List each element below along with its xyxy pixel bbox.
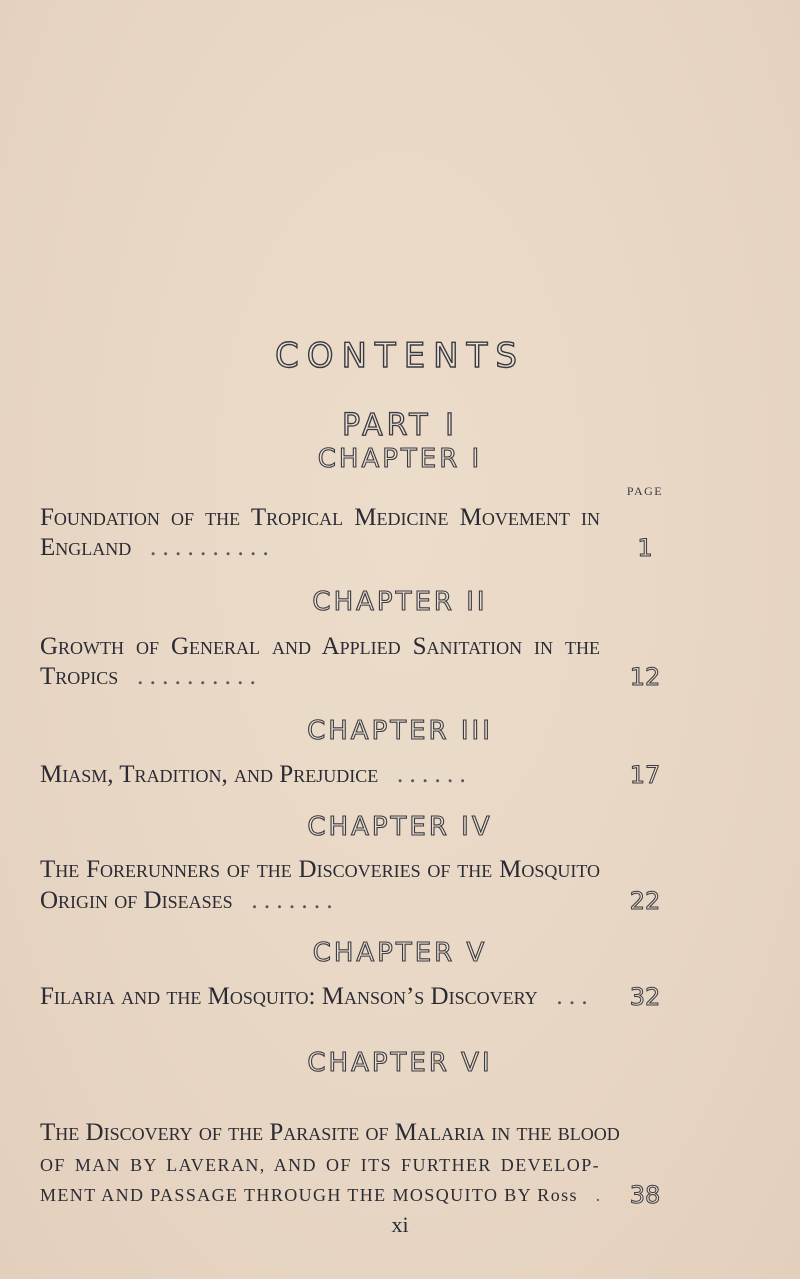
leader-dots: . . . . . . <box>396 761 466 788</box>
chapter-5-heading: CHAPTER V <box>312 938 488 968</box>
chapter-2-title-line-1: Growth of General and Applied Sanitation in the <box>40 633 600 660</box>
chapter-1-title-line-2 <box>40 533 600 563</box>
leader-dots: . <box>595 1185 601 1205</box>
chapter-5-page-number: 32 <box>629 983 661 1011</box>
chapter-1-page-number: 1 <box>637 534 653 562</box>
chapter-4-title-line-2-text: Origin of Diseases <box>40 887 233 914</box>
chapter-5-title-line-1-text: Filaria and the Mosquito: Manson’s Discovery <box>40 983 538 1010</box>
chapter-6-title-line-1: The Discovery of the Parasite of Malaria in the blood <box>40 1119 620 1146</box>
page-column-label: PAGE <box>626 484 664 498</box>
part-title: PART I <box>341 408 459 443</box>
chapter-1-title-line-1: Foundation of the Tropical Medicine Movement in <box>40 504 600 531</box>
folio-page-number: xi <box>391 1212 409 1237</box>
chapter-3-title-line-1 <box>40 760 600 790</box>
chapter-3-page-number: 17 <box>629 761 661 789</box>
chapter-5-title-line-1 <box>40 982 600 1012</box>
chapter-1-title-line-2-text: England <box>40 534 132 561</box>
chapter-3-heading: CHAPTER III <box>307 716 493 746</box>
chapter-2-title-line-2 <box>40 662 600 692</box>
leader-dots: . . . <box>556 983 588 1010</box>
chapter-6-title-line-3 <box>40 1180 600 1210</box>
chapter-6-page-number: 38 <box>629 1181 661 1209</box>
chapter-1-heading: CHAPTER I <box>317 444 483 474</box>
leader-dots: . . . . . . . . . . <box>137 663 256 690</box>
chapter-2-title-line-2-text: Tropics <box>40 663 119 690</box>
chapter-4-page-number: 22 <box>629 887 661 915</box>
chapter-6-title-line-2: OF MAN BY LAVERAN, AND OF ITS FURTHER DEVELOP- <box>40 1155 600 1175</box>
chapter-6-heading: CHAPTER VI <box>307 1048 493 1078</box>
chapter-3-title-line-1-text: Miasm, Tradition, and Prejudice <box>40 761 379 788</box>
contents-title: CONTENTS <box>275 336 525 376</box>
chapter-6-title-line-3-text: MENT AND PASSAGE THROUGH THE MOSQUITO BY Ross <box>40 1185 578 1205</box>
leader-dots: . . . . . . . . . . <box>150 534 269 561</box>
chapter-2-page-number: 12 <box>629 663 661 691</box>
chapter-4-title-line-2 <box>40 886 600 916</box>
chapter-2-heading: CHAPTER II <box>312 587 488 617</box>
chapter-4-heading: CHAPTER IV <box>307 812 493 842</box>
chapter-4-title-line-1: The Forerunners of the Discoveries of the Mosquito <box>40 856 600 883</box>
leader-dots: . . . . . . . <box>251 887 333 914</box>
